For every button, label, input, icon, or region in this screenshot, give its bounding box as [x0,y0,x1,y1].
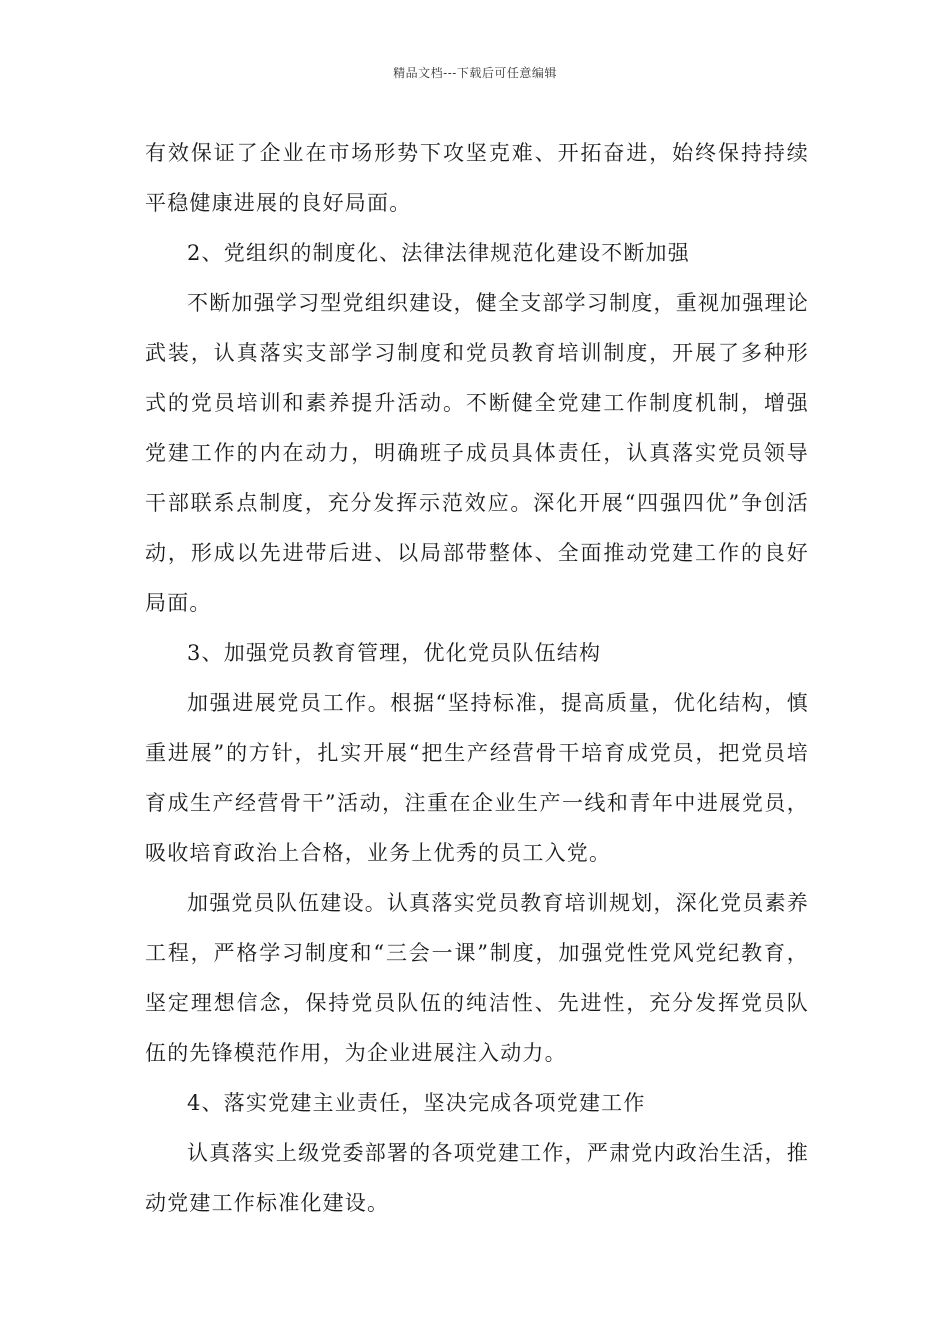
paragraph-member-development: 加强进展党员工作。根据“坚持标准，提高质量，优化结构，慎重进展”的方针，扎实开展“把生产经营骨干培育成党员，把党员培育成生产经营骨干”活动，注重在企业生产一线和青年中进展党员，吸收培育政治上合格，业务上优秀的员工入党。 [145,691,809,865]
section-heading-3: 3、加强党员教育管理，优化党员队伍结构 [187,641,602,665]
section-heading-4: 4、落实党建主业责任，坚决完成各项党建工作 [187,1091,646,1115]
paragraph-party-work: 认真落实上级党委部署的各项党建工作，严肃党内政治生活，推动党建工作标准化建设。 [145,1141,809,1215]
paragraph-study-system: 不断加强学习型党组织建设，健全支部学习制度，重视加强理论武装，认真落实支部学习制度和党员教育培训制度，开展了多种形式的党员培训和素养提升活动。不断健全党建工作制度机制，增强党建工作的内在动力，明确班子成员具体责任，认真落实党员领导干部联系点制度，充分发挥示范效应。深化开展“四强四优”争创活动，形成以先进带后进、以局部带整体、全面推动党建工作的良好局面。 [145,291,809,615]
paragraph-continuation: 有效保证了企业在市场形势下攻坚克难、开拓奋进，始终保持持续平稳健康进展的良好局面。 [145,141,809,215]
document-body [145,128,809,1228]
paragraph-member-team: 加强党员队伍建设。认真落实党员教育培训规划，深化党员素养工程，严格学习制度和“三会一课”制度，加强党性党风党纪教育，坚定理想信念，保持党员队伍的纯洁性、先进性，充分发挥党员队伍的先锋模范作用，为企业进展注入动力。 [145,891,809,1065]
section-heading-2: 2、党组织的制度化、法律法律规范化建设不断加强 [187,241,690,265]
page-header: 精品文档---下载后可任意编辑 [393,66,557,80]
